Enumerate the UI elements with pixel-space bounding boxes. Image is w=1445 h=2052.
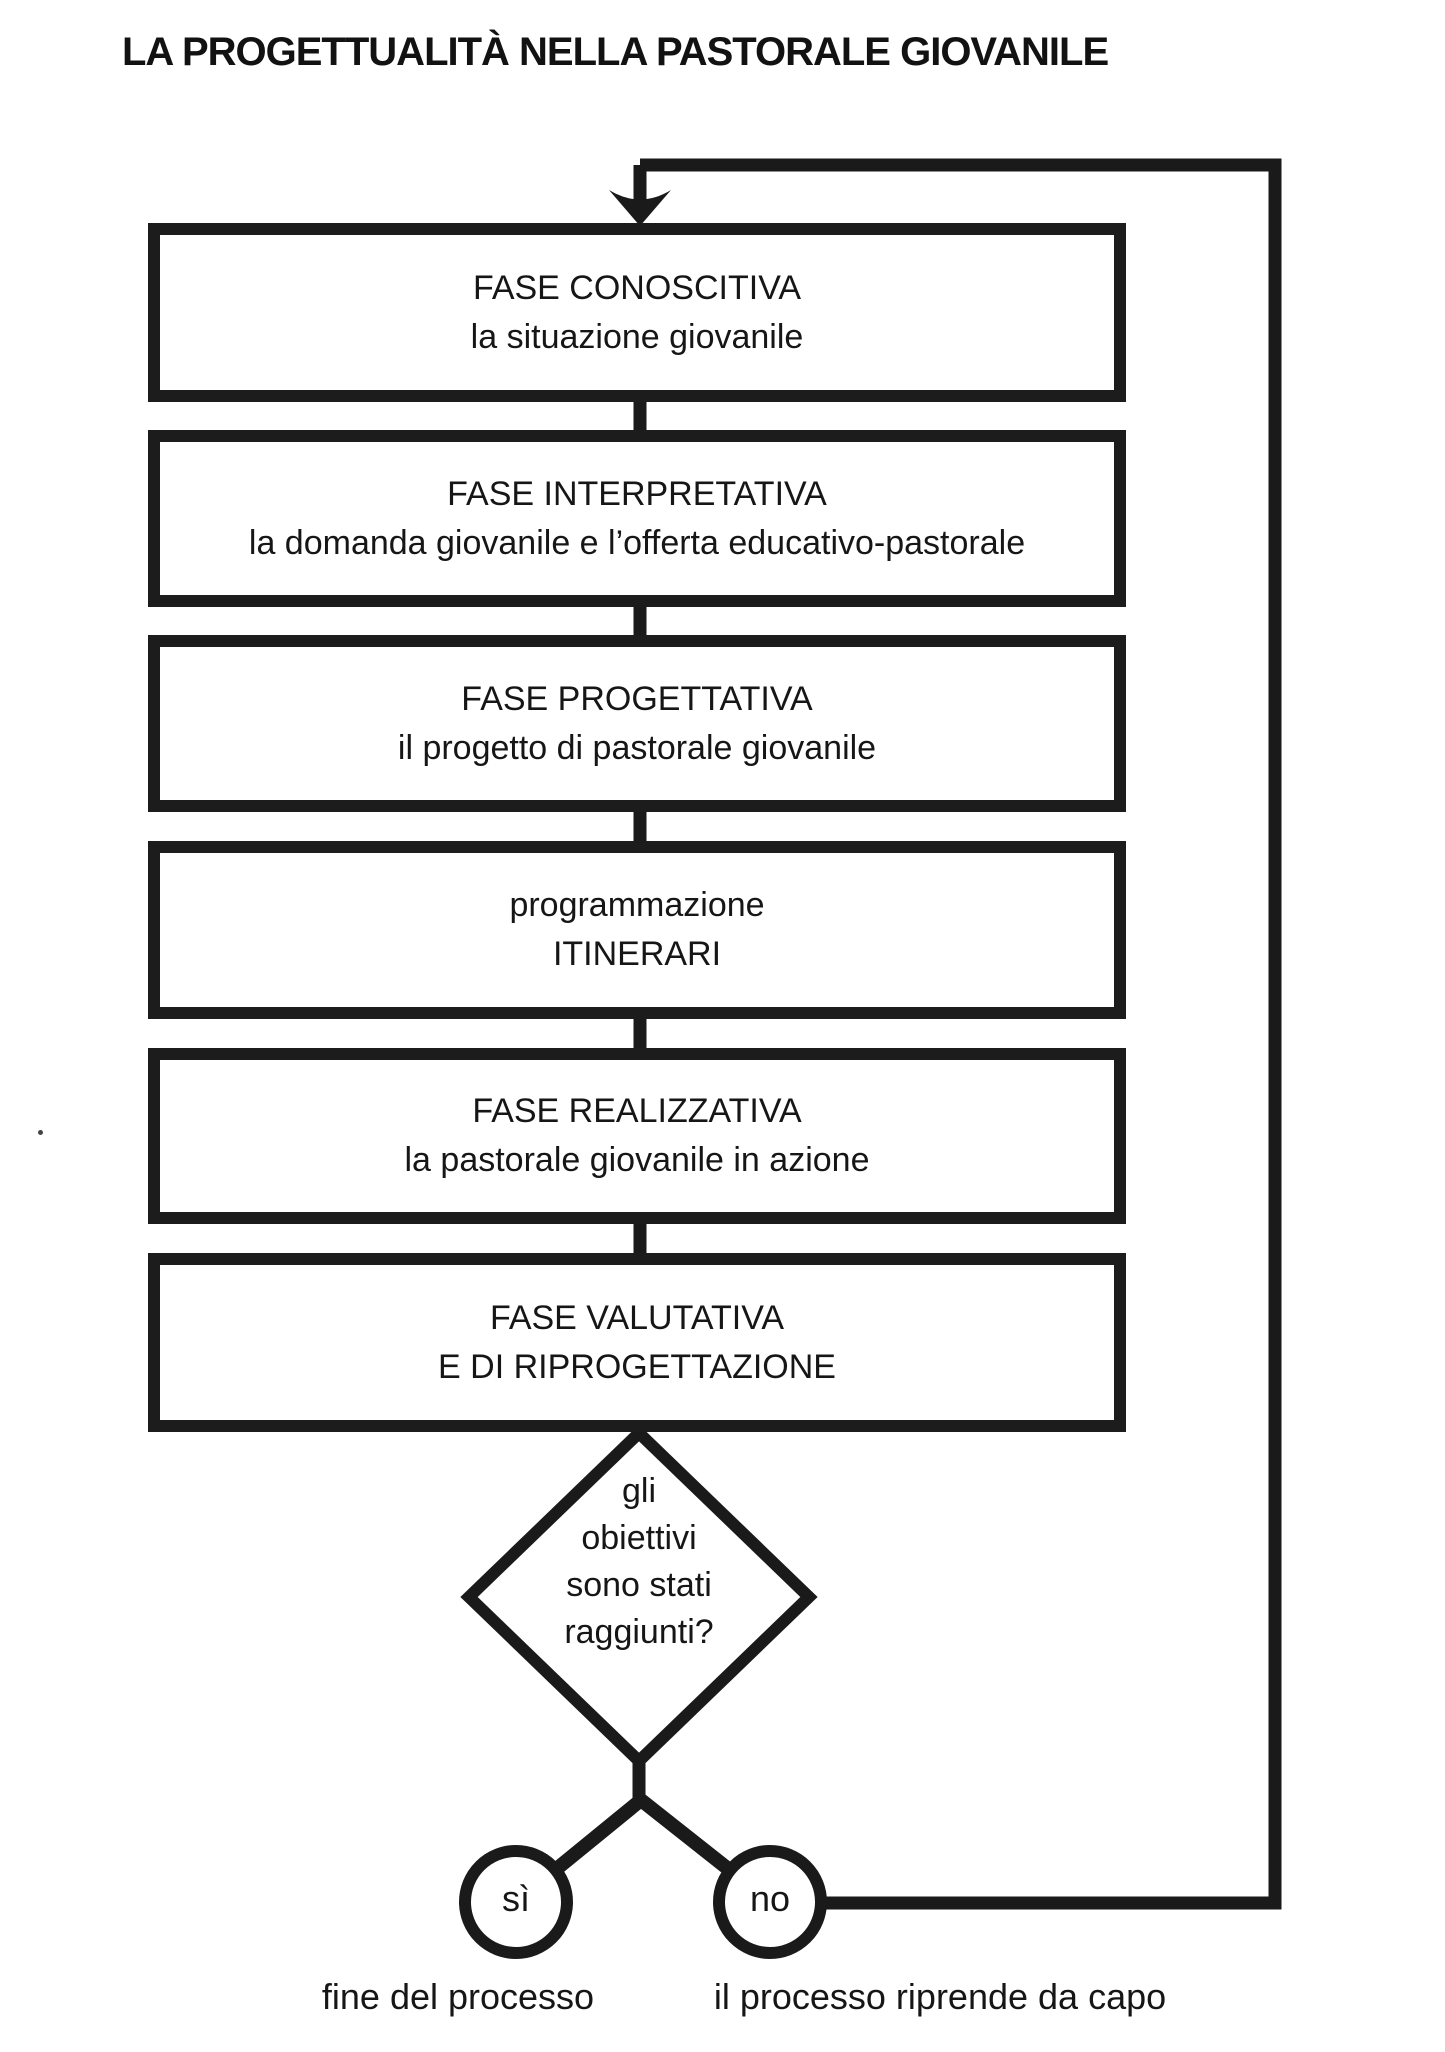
flow-box-fase-realizzativa: [148, 1048, 1126, 1224]
flow-box-heading: programmazione: [509, 886, 765, 924]
flow-box-heading: FASE REALIZZATIVA: [472, 1092, 802, 1130]
flow-box-programmazione-itinerari: [148, 841, 1126, 1019]
flow-box-subtext: la situazione giovanile: [470, 317, 804, 356]
no-circle-label: no: [749, 1878, 791, 1919]
decision-diamond-text: [469, 1468, 809, 1656]
yes-circle-label: sì: [501, 1878, 530, 1919]
flow-box-subtext: il progetto di pastorale giovanile: [397, 728, 877, 767]
flow-box-fase-valutativa: [148, 1253, 1126, 1432]
flow-box-heading: FASE CONOSCITIVA: [472, 268, 802, 307]
scan-speck: [38, 1130, 43, 1135]
no-outcome-caption: il processo riprende da capo: [713, 1976, 1167, 2017]
decision-line: obiettivi: [581, 1519, 697, 1557]
flow-box-heading: FASE VALUTATIVA: [489, 1298, 785, 1337]
flow-box-subtext: ITINERARI: [552, 935, 722, 973]
flow-box-heading: FASE PROGETTATIVA: [461, 679, 813, 718]
flow-box-heading: FASE INTERPRETATIVA: [447, 474, 827, 513]
flow-box-fase-progettativa: [148, 635, 1126, 812]
decision-line: raggiunti?: [564, 1613, 714, 1651]
flow-box-subtext: la pastorale giovanile in azione: [404, 1141, 870, 1179]
flow-box-subtext: E DI RIPROGETTAZIONE: [438, 1347, 836, 1386]
page-title: LA PROGETTUALITÀ NELLA PASTORALE GIOVANILE: [122, 30, 1109, 74]
flow-box-subtext: la domanda giovanile e l’offerta educativo-pastorale: [248, 523, 1026, 562]
flow-box-fase-conoscitiva: [148, 223, 1126, 402]
flow-box-fase-interpretativa: [148, 430, 1126, 607]
yes-outcome-caption: fine del processo: [321, 1976, 595, 2017]
decision-line: sono stati: [566, 1566, 712, 1604]
decision-line: gli: [621, 1472, 657, 1510]
